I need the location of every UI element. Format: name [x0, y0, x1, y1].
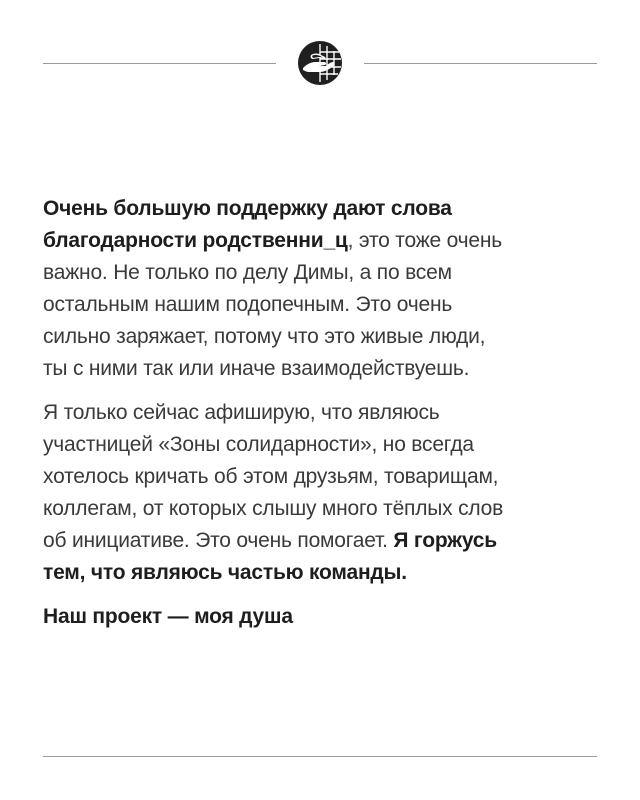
text-line: Очень большую поддержку дают слова [43, 197, 452, 220]
text-line: важно. Не только по делу Димы, а по всем [43, 261, 452, 284]
text-line: участницей «Зоны солидарности», но всегда [43, 433, 474, 456]
text-line: Наш проект — моя душа [43, 605, 293, 628]
paragraph-1 [43, 193, 603, 385]
body-text: , это тоже очень [347, 229, 503, 252]
text-line: ты с ними так или иначе взаимодействуешь. [43, 357, 470, 380]
quote-text [43, 193, 603, 645]
emphasis-text: благодарности родственни_ц [43, 229, 348, 252]
emphasis-text: Я горжусь [393, 529, 498, 552]
footer-divider [43, 756, 597, 757]
text-line: коллегам, от которых слышу много тёплых слов [43, 497, 504, 520]
page-header [0, 40, 640, 86]
header-divider-right [364, 63, 597, 64]
text-line: Я только сейчас афиширую, что являюсь [43, 401, 440, 424]
body-text: об инициативе. Это очень помогает. [43, 529, 394, 552]
text-line: сильно заряжает, потому что это живые люди, [43, 325, 486, 348]
paragraph-3 [43, 601, 603, 633]
paragraph-2 [43, 397, 603, 589]
header-divider-left [43, 63, 276, 64]
text-line: хотелось кричать об этом друзьям, товарищам, [43, 465, 499, 488]
text-line: остальным нашим подопечным. Это очень [43, 293, 453, 316]
text-line [43, 525, 603, 557]
text-line [43, 225, 603, 257]
solidarity-logo-icon [297, 40, 343, 86]
text-line: тем, что являюсь частью команды. [43, 561, 407, 584]
